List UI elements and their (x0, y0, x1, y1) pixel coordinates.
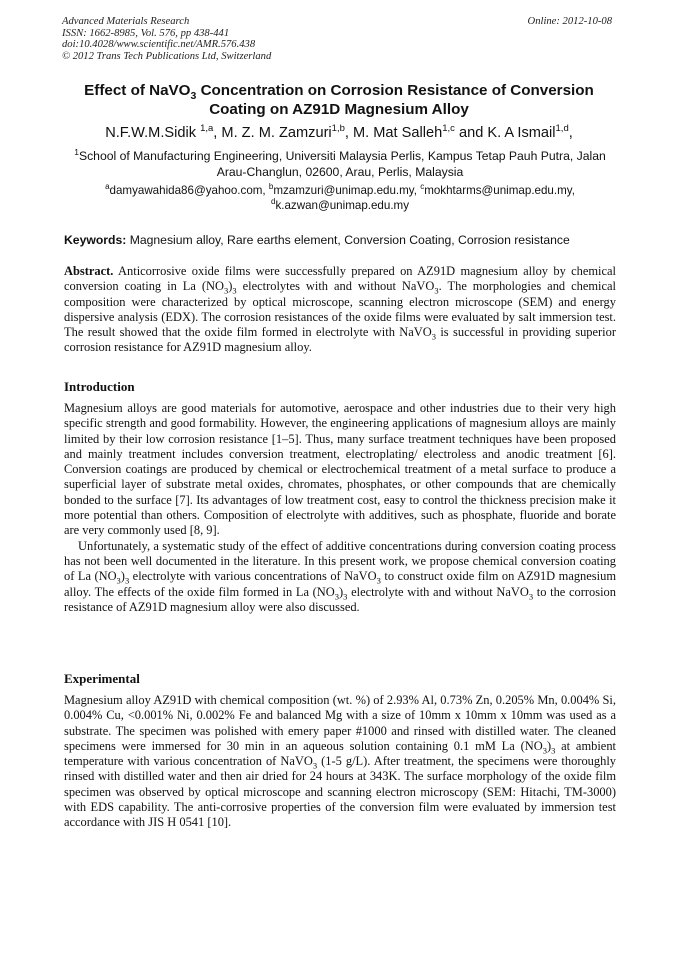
author-name: N.F.W.M.Sidik (105, 125, 201, 141)
paragraph: Magnesium alloy AZ91D with chemical composition (wt. %) of 2.93% Al, 0.73% Zn, 0.205% Mn, 0.004% Si, 0.004% Cu, <0.001% Ni, 0.002% Fe and balanced Mg with a size of 10mm x 10mm x 10mm was used as a substrate. The specimen was polished with emery paper #1000 and rinsed with distilled water. The cleaned specimens were immersed for 30 min in an aqueous solution containing 0.1 mM La $(NO_3)_3$ at ambient temperature with various concentration of NaVO$_3$ (1-5 g/L). After treatment, the specimens were thoroughly rinsed with distilled water and then air dried for 24 hours at 343K. The surface morphology of the oxide film specimen was observed by optical microscope and scanning electron microscopy (SEM: Hitachi, TM-3000) with EDS capability. The anti-corrosive properties of the conversion film were evaluated by immersion test accordance with JIS H 0541 [10]. (64, 693, 617, 830)
keywords: Keywords: Magnesium alloy, Rare earths element, Conversion Coating, Corrosion resistance (64, 233, 570, 247)
author-emails: $^a$damyawahida86@yahoo.com, $^b$mzamzuri@unimap.edu.my, $^c$mokhtarms@unimap.edu.my, $^d$k.azwan@unimap.edu.my (105, 182, 575, 212)
abstract-label: Abstract. (64, 264, 114, 278)
doi-line: doi:10.4028/www.scientific.net/AMR.576.438 (62, 39, 256, 51)
paragraph: Magnesium alloys are good materials for automotive, aerospace and other industries due to their very high specific strength and good formability. However, the engineering applications of magnesium alloys are mainly limited by their low corrosion resistance [1–5]. Thus, many surface treatment techniques have been proposed and mainly treatment includes conversion treatment, electroplating/ electroless and anodic treatment [6]. Conversion coatings are produced by chemical or electrochemical treatment of a metal surface to produce a superficial layer of substrate metal oxides, chromates, phosphates, or other compounds that are chemically bonded to the surface [7]. Its advantages of low treatment cost, easy to control the thickness precision make it more potential than others. Composition of electrolyte with additives, such as phosphate, fluoride and borate are very commonly used [8, 9]. (64, 401, 616, 538)
copyright-line: © 2012 Trans Tech Publications Ltd, Switzerland (62, 50, 272, 62)
keywords-label: Keywords: (64, 233, 127, 247)
author-name: M. Mat Salleh (353, 125, 443, 141)
email-link[interactable]: mokhtarms@unimap.edu.my, (424, 184, 575, 197)
paper-title: Effect of NaVO$_3$ Concentration on Corrosion Resistance of Conversion Coating on AZ91D Magnesium Alloy (84, 82, 594, 118)
email-link[interactable]: mzamzuri@unimap.edu.my, (273, 184, 421, 197)
online-date: Online: 2012-10-08 (527, 16, 612, 27)
journal-header (62, 16, 271, 62)
abstract: Abstract. Anticorrosive oxide films were successfully prepared on AZ91D magnesium alloy by chemical conversion coating in La $(NO_3)_3$ electrolytes with and without NaVO$_3$. The morphologies and chemical composition were characterized by optical microscope, scanning electron microscope (SEM) and energy dispersive analysis (EDX). The corrosion resistances of the oxide films were evaluated by salt immersion test. The result showed that the oxide film formed in electrolyte with NaVO$_3$ is successful in providing superior corrosion resistance for AZ91D magnesium alloy. (64, 264, 617, 355)
issn-line: ISSN: 1662-8985, Vol. 576, pp 438-441 (62, 27, 230, 39)
author-list: N.F.W.M.Sidik $^{1,a}$, M. Z. M. Zamzuri$^{1,b}$, M. Mat Salleh$^{1,c}$ and K. A Ismail$^{1,d}$, (105, 123, 573, 141)
affiliation: $^1$School of Manufacturing Engineering, Universiti Malaysia Perlis, Kampus Tetap Pauh Putra, Jalan Arau-Changlun, 02600, Arau, Perlis, Malaysia (74, 146, 606, 179)
section-heading-introduction: Introduction (64, 379, 135, 394)
section-heading-experimental: Experimental (64, 671, 140, 686)
introduction-body (64, 401, 616, 615)
email-link[interactable]: k.azwan@unimap.edu.my (275, 198, 410, 212)
journal-name: Advanced Materials Research (62, 16, 190, 27)
author-name: M. Z. M. Zamzuri (221, 125, 332, 141)
email-link[interactable]: damyawahida86@yahoo.com, (109, 184, 269, 197)
author-name: K. A Ismail (487, 125, 556, 141)
paragraph: Unfortunately, a systematic study of the effect of additive concentrations during conversion coating process has not been well documented in the literature. In this present work, we propose chemical conversion coating of La $(NO_3)_3$ electrolyte with various concentrations of NaVO$_3$ to construct oxide film on AZ91D magnesium alloy. The effects of the oxide film formed in La $(NO_3)_3$ electrolyte with and without NaVO$_3$ to the corrosion resistance of AZ91D magnesium alloy were also discussed. (64, 538, 616, 614)
experimental-body (64, 693, 616, 831)
